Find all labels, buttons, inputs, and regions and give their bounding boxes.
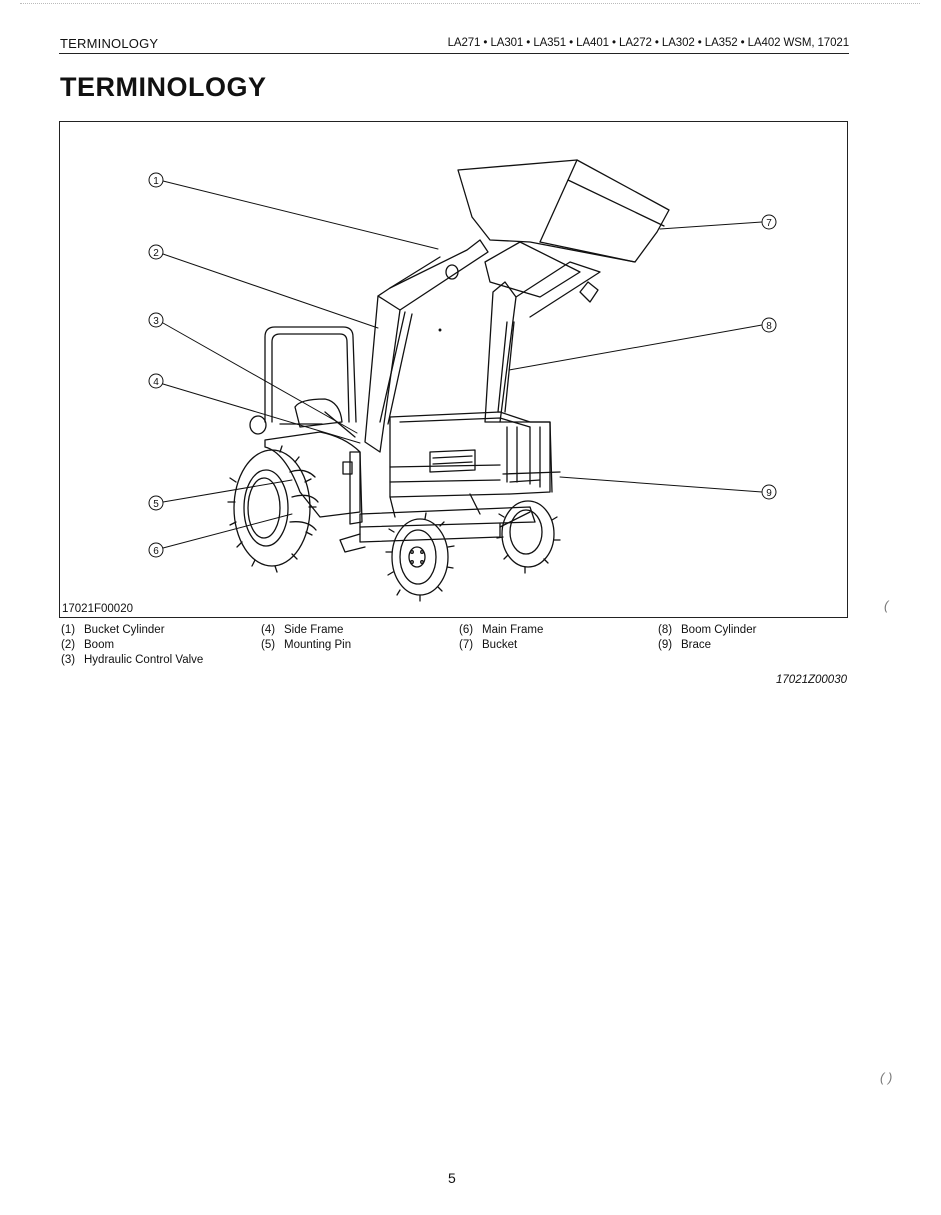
margin-mark: ( ) — [880, 1070, 893, 1085]
legend-label: Bucket — [482, 639, 518, 651]
page-number: 5 — [448, 1170, 456, 1186]
callout-numbers — [153, 176, 772, 557]
header-section: TERMINOLOGY — [60, 36, 159, 51]
legend-number: (5) — [261, 639, 276, 651]
svg-text:1: 1 — [153, 176, 159, 187]
figure-id: 17021F00020 — [62, 603, 133, 615]
legend-number: (2) — [61, 639, 76, 651]
legend-item-brace — [658, 639, 711, 651]
tractor-body — [265, 412, 560, 527]
callout-leaders — [149, 173, 776, 557]
cylinders — [380, 312, 514, 424]
page-title: TERMINOLOGY — [60, 72, 267, 102]
legend-item-boom — [61, 639, 114, 651]
svg-text:4: 4 — [153, 377, 159, 388]
running-header — [59, 36, 849, 54]
legend-number: (1) — [61, 624, 76, 636]
svg-text:7: 7 — [766, 218, 772, 229]
legend-item-main-frame — [459, 624, 543, 636]
boom — [365, 240, 600, 452]
legend-label: Brace — [681, 639, 712, 651]
legend-item-boom-cylinder — [658, 624, 756, 636]
legend-label: Hydraulic Control Valve — [84, 654, 204, 666]
legend-number: (6) — [459, 624, 474, 636]
front-tire-right — [497, 501, 560, 573]
caption-id: 17021Z00030 — [776, 674, 847, 686]
svg-text:2: 2 — [153, 248, 159, 259]
svg-text:8: 8 — [766, 321, 772, 332]
svg-text:9: 9 — [766, 488, 772, 499]
margin-mark: ( — [884, 598, 889, 613]
legend-label: Boom — [84, 639, 115, 651]
tractor-loader-illustration — [60, 122, 847, 617]
rops-frame — [265, 327, 356, 422]
svg-text:5: 5 — [153, 499, 159, 510]
legend-number: (8) — [658, 624, 673, 636]
legend-label: Boom Cylinder — [681, 624, 757, 636]
rear-tire — [228, 446, 318, 572]
legend-item-bucket — [459, 639, 517, 651]
legend-label: Bucket Cylinder — [84, 624, 165, 636]
legend-label: Mounting Pin — [284, 639, 352, 651]
terminology-figure — [59, 121, 848, 618]
legend-number: (4) — [261, 624, 276, 636]
svg-text:6: 6 — [153, 546, 159, 557]
operator-area — [250, 399, 355, 437]
bucket — [458, 160, 669, 262]
legend-label: Side Frame — [284, 624, 344, 636]
legend-number: (9) — [658, 639, 673, 651]
svg-text:3: 3 — [153, 316, 159, 327]
legend-number: (7) — [459, 639, 474, 651]
legend-item-side-frame — [261, 624, 343, 636]
legend-item-hydraulic-control-valve — [61, 654, 203, 666]
legend-item-bucket-cylinder — [61, 624, 165, 636]
scan-artifact — [20, 3, 920, 8]
legend-number: (3) — [61, 654, 76, 666]
header-models: LA271 • LA301 • LA351 • LA401 • LA272 • LA302 • LA352 • LA402 WSM, 17021 — [447, 37, 849, 49]
legend-item-mounting-pin — [261, 639, 351, 651]
legend-label: Main Frame — [482, 624, 544, 636]
